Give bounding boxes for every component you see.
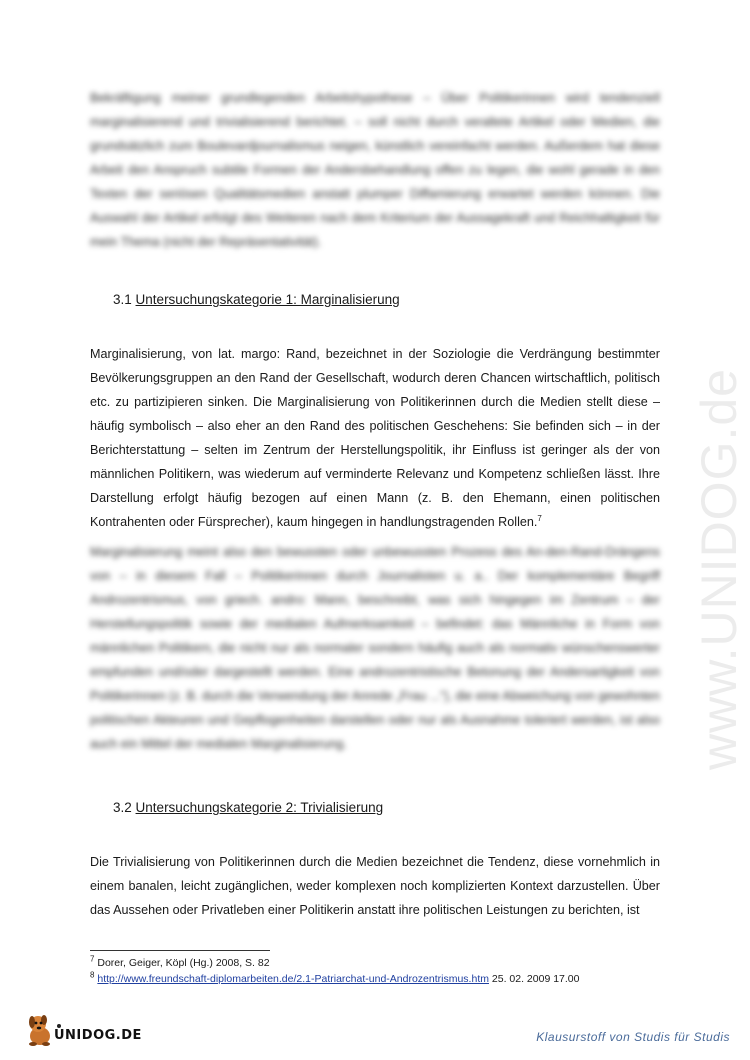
marginalisierung-paragraph-blurred: Marginalisierung meint also den bewussten oder unbewussten Prozess des An-den-Rand-Drängens von – in diesem Fall – Politikerinnen durch Journalisten u. a.. Der komplementäre Begriff Androzentrismus, von griech. andro: Mann, beschreibt, was sich hingegen im Zentrum – der Herstellungspolitik sowie der medialen Aufmerksamkeit – befindet: das Männliche in Form von männlichen Politikern, die nicht nur als normaler sondern häufig auch als normativ wünschenswerter empfunden und/oder dargestellt werden. Eine androzentristische Betonung der Andersartigkeit von Politikerinnen (z. B. durch die Verwendung der Anrede „Frau ...“), die eine Abweichung von gewohnten politischen Akteuren und Gepflogenheiten darstellen oder nur als Ausnahme toleriert werden, ist also auch ein Mittel der medialen Marginalisierung. [90, 545, 660, 751]
footnote-link[interactable]: http://www.freundschaft-diplomarbeiten.de/2.1-Patriarchat-und-Androzentrismus.htm [97, 973, 489, 985]
section-title: Untersuchungskategorie 1: Marginalisierung [135, 292, 400, 307]
paragraph-text: Marginalisierung, von lat. margo: Rand, bezeichnet in der Soziologie die Verdrängung bestimmter Bevölkerungsgruppen an den Rand der Gesellschaft, wodurch deren Chancen wirtschaftlich, politisch etc. zu partizipieren sinken. Die Marginalisierung von Politikerinnen durch die Medien stellt diese – häufig symbolisch – also eher an den Rand des politischen Geschehens: Sie befinden sich – in der Berichterstattung – selten im Zentrum der Herstellungspolitik, ihr Einfluss ist geringer als der von männlichen Politikern, was wiederum auf verminderte Relevanz und Kompetenz schließen lässt. Ihre Darstellung erfolgt häufig bezogen auf einen Mann (z. B. den Ehemann, einen politischen Kontrahenten oder Fürsprecher), kaum hingegen in handlungstragenden Rollen. [90, 347, 660, 529]
trivialisierung-paragraph: Die Trivialisierung von Politikerinnen durch die Medien bezeichnet die Tendenz, diese vornehmlich in einem banalen, leicht zugänglichen, weder komplexen noch komplizierten Kontext darzustellen. Über das Aussehen oder Privatleben einer Politikerin anstatt ihre politischen Leistungen zu berichten, ist [90, 855, 660, 917]
section-number: 3.1 [113, 292, 132, 307]
footnote-text: Dorer, Geiger, Köpl (Hg.) 2008, S. 82 [97, 957, 270, 969]
watermark-text: www.UNIDOG.de [691, 368, 747, 770]
footnote-8 [90, 970, 580, 985]
intro-paragraph-blurred: Bekräftigung meiner grundlegenden Arbeitshypothese – Über Politikerinnen wird tendenziell marginalisierend und trivialisierend berichtet. – soll nicht durch veraltete Artikel oder Medien, die grundsätzlich zum Boulevardjournalismus neigen, künstlich vereinfacht werden. Außerdem hat diese Arbeit den Anspruch subtile Formen der Andersbehandlung offen zu legen, die wohl gerade in den Texten der seriösen Qualitätsmedien anstatt plumper Diffamierung erwartet werden können. Die Auswahl der Artikel erfolgt des Weiteren nach dem Kriterium der Aussagekraft und Reichhaltigkeit für mein Thema (nicht der Repräsentativität). [90, 91, 660, 249]
footnote-number: 8 [90, 970, 95, 980]
footnote-divider [90, 950, 270, 951]
section-heading-3-2 [113, 800, 383, 815]
section-number: 3.2 [113, 800, 132, 815]
marginalisierung-paragraph [90, 342, 660, 534]
section-title: Untersuchungskategorie 2: Trivialisierung [135, 800, 384, 815]
footnote-date: 25. 02. 2009 17.00 [488, 973, 580, 985]
footnote-7 [90, 954, 270, 969]
footnote-ref-7[interactable]: 7 [537, 513, 542, 523]
footnote-number: 7 [90, 954, 95, 964]
section-heading-3-1 [113, 292, 400, 307]
footer-slogan: Klausurstoff von Studis für Studis [536, 1030, 730, 1044]
logo-text: UNIDOG.DE [54, 1028, 142, 1043]
